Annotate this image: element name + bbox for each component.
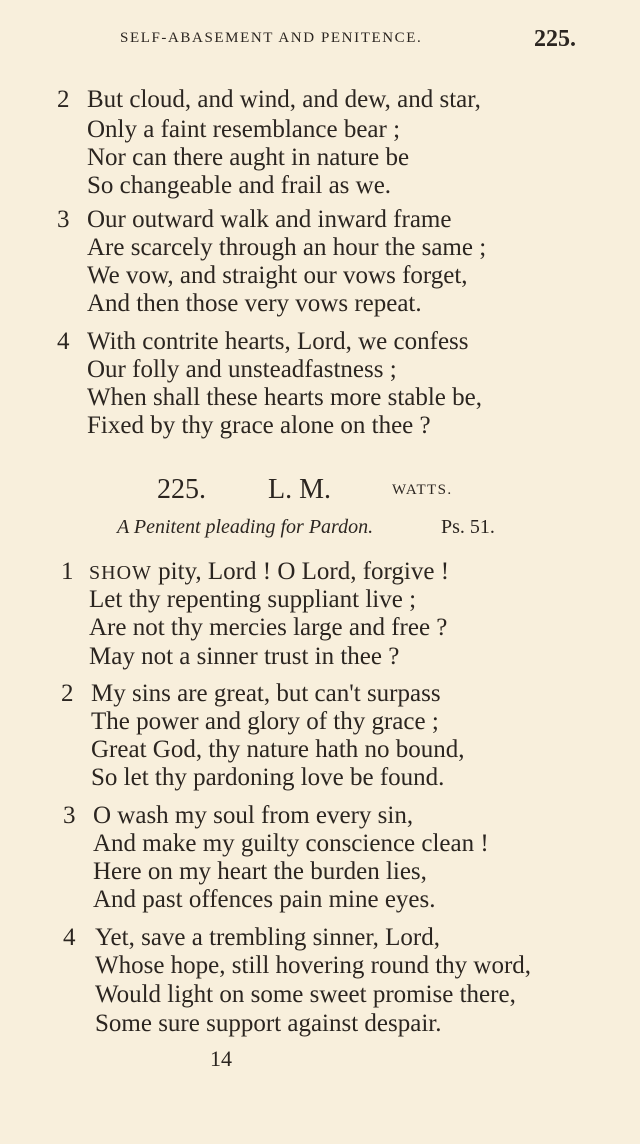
stanza-number: 2	[57, 86, 70, 113]
verse-line: Whose hope, still hovering round thy word,	[95, 952, 532, 979]
verse-line: Fixed by thy grace alone on thee ?	[87, 412, 431, 439]
hymn-meter: L. M.	[268, 474, 331, 505]
verse-line: With contrite hearts, Lord, we confess	[87, 328, 469, 355]
stanza-number: 4	[63, 924, 76, 951]
verse-line: Here on my heart the burden lies,	[93, 858, 427, 885]
running-head: SELF-ABASEMENT AND PENITENCE.	[120, 30, 423, 46]
stanza-number: 2	[61, 680, 74, 707]
verse-line: Our folly and unsteadfastness ;	[87, 356, 397, 383]
printer-signature: 14	[210, 1046, 232, 1071]
verse-line: When shall these hearts more stable be,	[87, 384, 482, 411]
stanza-number: 3	[57, 206, 70, 233]
verse-line: My sins are great, but can't surpass	[91, 680, 441, 707]
verse-line: But cloud, and wind, and dew, and star,	[87, 86, 481, 113]
verse-line: So changeable and frail as we.	[87, 172, 392, 199]
verse-line: Yet, save a trembling sinner, Lord,	[95, 924, 441, 951]
page-number: 225.	[534, 26, 576, 52]
verse-line: Only a faint resemblance bear ;	[87, 116, 401, 143]
verse-line: Are not thy mercies large and free ?	[89, 614, 448, 641]
verse-line: May not a sinner trust in thee ?	[89, 643, 400, 670]
verse-line: And make my guilty conscience clean !	[93, 830, 489, 857]
verse-line: Nor can there aught in nature be	[87, 144, 410, 171]
verse-line: O wash my soul from every sin,	[93, 802, 414, 829]
first-word-small-caps: SHOW	[89, 562, 152, 584]
stanza-number: 4	[57, 328, 70, 355]
hymn-subtitle: A Penitent pleading for Pardon.	[117, 516, 374, 538]
verse-line: Our outward walk and inward frame	[87, 206, 452, 233]
verse-line-first	[89, 558, 449, 586]
stanza-number: 1	[61, 558, 74, 585]
verse-line: And past offences pain mine eyes.	[93, 886, 436, 913]
verse-line: We vow, and straight our vows forget,	[87, 262, 468, 289]
verse-line: Great God, thy nature hath no bound,	[91, 736, 465, 763]
hymn-number: 225.	[157, 474, 206, 505]
verse-line: Let thy repenting suppliant live ;	[89, 586, 417, 613]
first-line-rest: pity, Lord ! O Lord, forgive !	[151, 558, 450, 585]
verse-line: So let thy pardoning love be found.	[91, 764, 445, 791]
stanza-number: 3	[63, 802, 76, 829]
verse-line: And then those very vows repeat.	[87, 290, 422, 317]
psalm-reference: Ps. 51.	[441, 516, 495, 538]
verse-line: Some sure support against despair.	[95, 1010, 442, 1037]
verse-line: Would light on some sweet promise there,	[95, 981, 516, 1008]
hymn-author: WATTS.	[392, 482, 453, 498]
verse-line: Are scarcely through an hour the same ;	[87, 234, 487, 261]
verse-line: The power and glory of thy grace ;	[91, 708, 439, 735]
